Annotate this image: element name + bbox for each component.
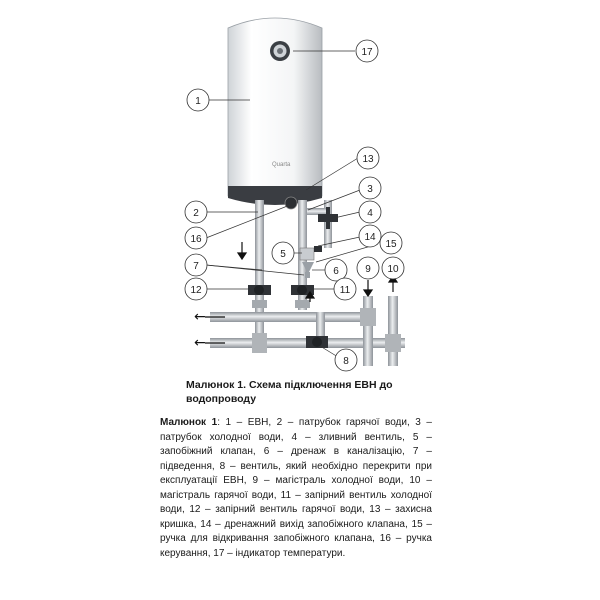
main-line-valve bbox=[306, 336, 328, 348]
svg-text:5: 5 bbox=[280, 249, 286, 260]
callout-11 bbox=[334, 278, 356, 300]
callout-14 bbox=[359, 225, 381, 247]
svg-text:6: 6 bbox=[333, 266, 339, 277]
callout-4 bbox=[359, 201, 381, 223]
figure-legend bbox=[160, 416, 432, 561]
figure-caption: Малюнок 1. Схема підключення ЕВН до водопроводу bbox=[186, 379, 393, 405]
flow-arrow-lower: ← bbox=[194, 335, 206, 351]
flow-arrow-upper: ← bbox=[194, 309, 206, 325]
callout-10 bbox=[382, 257, 404, 279]
svg-text:2: 2 bbox=[193, 208, 199, 219]
brand-label: Quarta bbox=[272, 162, 291, 168]
svg-text:9: 9 bbox=[365, 264, 371, 275]
temperature-indicator bbox=[270, 41, 290, 61]
svg-text:16: 16 bbox=[190, 234, 202, 245]
callout-1 bbox=[187, 89, 209, 111]
svg-text:7: 7 bbox=[193, 261, 199, 272]
svg-text:8: 8 bbox=[343, 356, 349, 367]
callout-5 bbox=[272, 242, 294, 264]
callout-9 bbox=[357, 257, 379, 279]
legend-lead: Малюнок 1 bbox=[160, 417, 218, 428]
svg-text:15: 15 bbox=[385, 239, 397, 250]
safety-valve bbox=[300, 246, 322, 260]
svg-text:4: 4 bbox=[367, 208, 373, 219]
callout-17 bbox=[356, 40, 378, 62]
callout-3 bbox=[359, 177, 381, 199]
shutoff-valve-hot bbox=[248, 285, 271, 295]
control-knob bbox=[285, 197, 297, 209]
svg-text:12: 12 bbox=[190, 285, 202, 296]
svg-text:17: 17 bbox=[361, 47, 373, 58]
callout-12 bbox=[185, 278, 207, 300]
callout-2 bbox=[185, 201, 207, 223]
callout-16 bbox=[185, 227, 207, 249]
callout-7 bbox=[185, 254, 207, 276]
svg-text:11: 11 bbox=[339, 285, 351, 296]
callout-15 bbox=[380, 232, 402, 254]
callout-8 bbox=[335, 349, 357, 371]
svg-text:10: 10 bbox=[387, 264, 399, 275]
svg-text:13: 13 bbox=[362, 154, 374, 165]
legend-text: : 1 – ЕВН, 2 – патрубок гарячої води, 3 – патрубок холодної води, 4 – зливний вентиль, 5 – запобіжний клапан, 6 – дренаж в каналізацію, 7 – підведення, 8 – вентиль, який необхідно перекрити при експлуатації ЕВН, 9 – магістраль холодної води, 10 – магістраль гарячої води, 11 – запірний вентиль холодної води, 12 – запірний вентиль гарячої води, 13 – захисна кришка, 14 – дренажний вихід запобіжного клапана, 15 – ручка для відкривання запобіжного клапана, 16 – ручка керування, 17 – індикатор температури. bbox=[160, 417, 432, 559]
svg-text:3: 3 bbox=[367, 184, 373, 195]
svg-text:14: 14 bbox=[364, 232, 376, 243]
callout-13 bbox=[357, 147, 379, 169]
svg-text:1: 1 bbox=[195, 96, 201, 107]
